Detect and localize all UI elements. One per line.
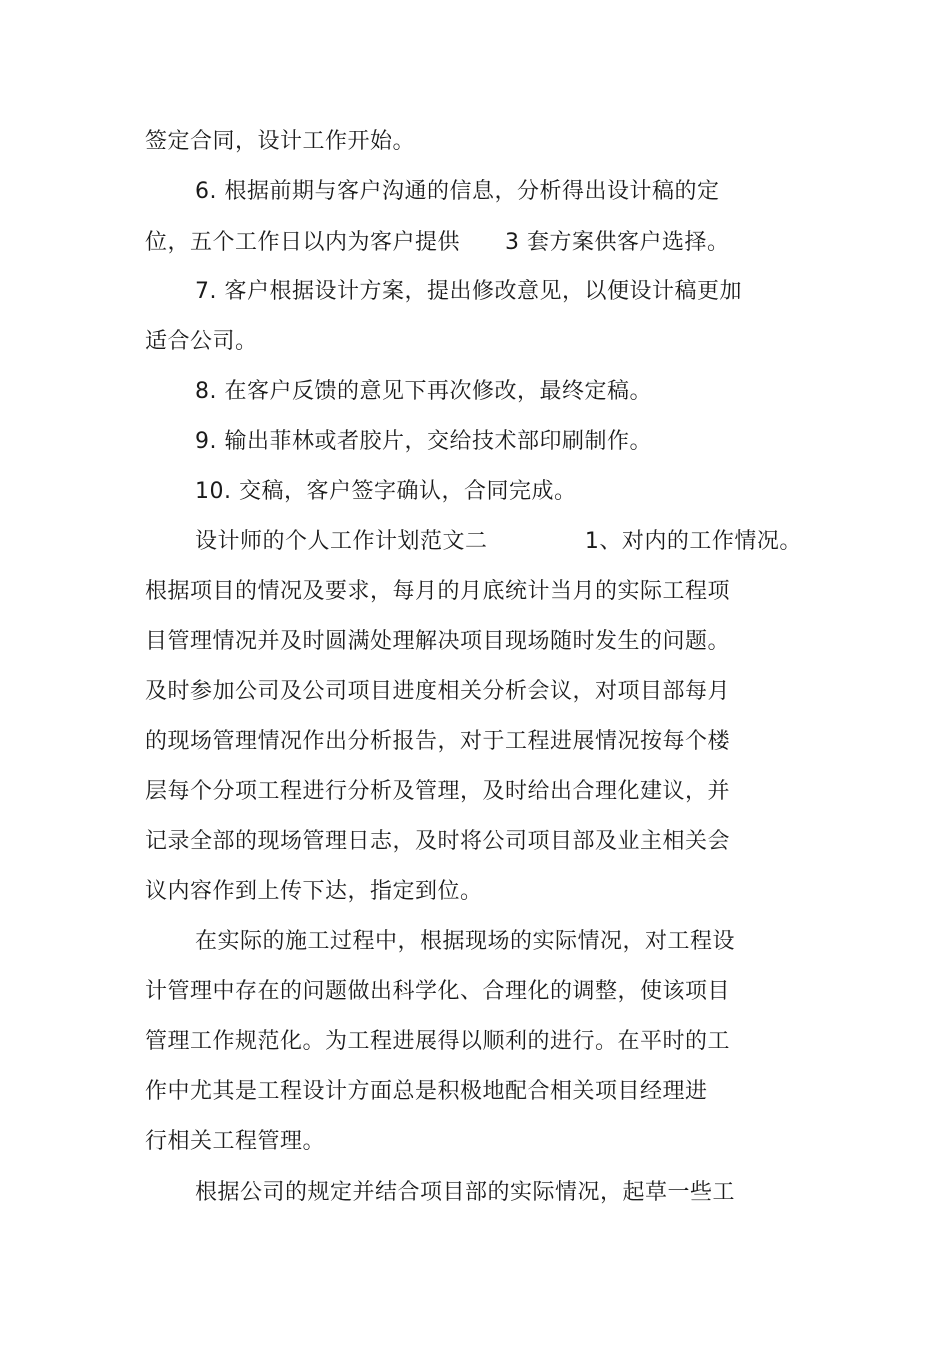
text-line: 7. 客户根据设计方案，提出修改意见，以便设计稿更加: [195, 279, 742, 304]
text-line: 10. 交稿，客户签字确认，合同完成。: [195, 479, 577, 504]
text-line: 9. 输出菲林或者胶片，交给技术部印刷制作。: [195, 429, 652, 454]
text-line: 目管理情况并及时圆满处理解决项目现场随时发生的问题。: [145, 629, 731, 654]
text-line: 6. 根据前期与客户沟通的信息，分析得出设计稿的定: [195, 179, 720, 204]
text-line: 管理工作规范化。为工程进展得以顺利的进行。在平时的工: [145, 1029, 731, 1054]
text-line: 层每个分项工程进行分析及管理，及时给出合理化建议，并: [145, 779, 731, 804]
text-line: 在实际的施工过程中，根据现场的实际情况，对工程设: [195, 929, 736, 954]
text-line: 适合公司。: [145, 329, 258, 354]
text-line: 记录全部的现场管理日志，及时将公司项目部及业主相关会: [145, 829, 731, 854]
text-line: 议内容作到上传下达，指定到位。: [145, 879, 483, 904]
text-line: 根据项目的情况及要求，每月的月底统计当月的实际工程项: [145, 579, 731, 604]
text-line: 的现场管理情况作出分析报告，对于工程进展情况按每个楼: [145, 729, 731, 754]
text-line: 8. 在客户反馈的意见下再次修改，最终定稿。: [195, 379, 652, 404]
text-line: 及时参加公司及公司项目进度相关分析会议，对项目部每月: [145, 679, 731, 704]
text-line: 签定合同，设计工作开始。: [145, 129, 416, 154]
text-line: 位，五个工作日以内为客户提供 3 套方案供客户选择。: [145, 230, 730, 255]
text-line: 根据公司的规定并结合项目部的实际情况，起草一些工: [195, 1180, 736, 1205]
text-line: 计管理中存在的问题做出科学化、合理化的调整，使该项目: [145, 979, 731, 1004]
text-line: 行相关工程管理。: [145, 1129, 326, 1154]
text-line: 设计师的个人工作计划范文二 1、对内的工作情况。: [195, 529, 802, 554]
text-line: 作中尤其是工程设计方面总是积极地配合相关项目经理进: [145, 1079, 708, 1104]
